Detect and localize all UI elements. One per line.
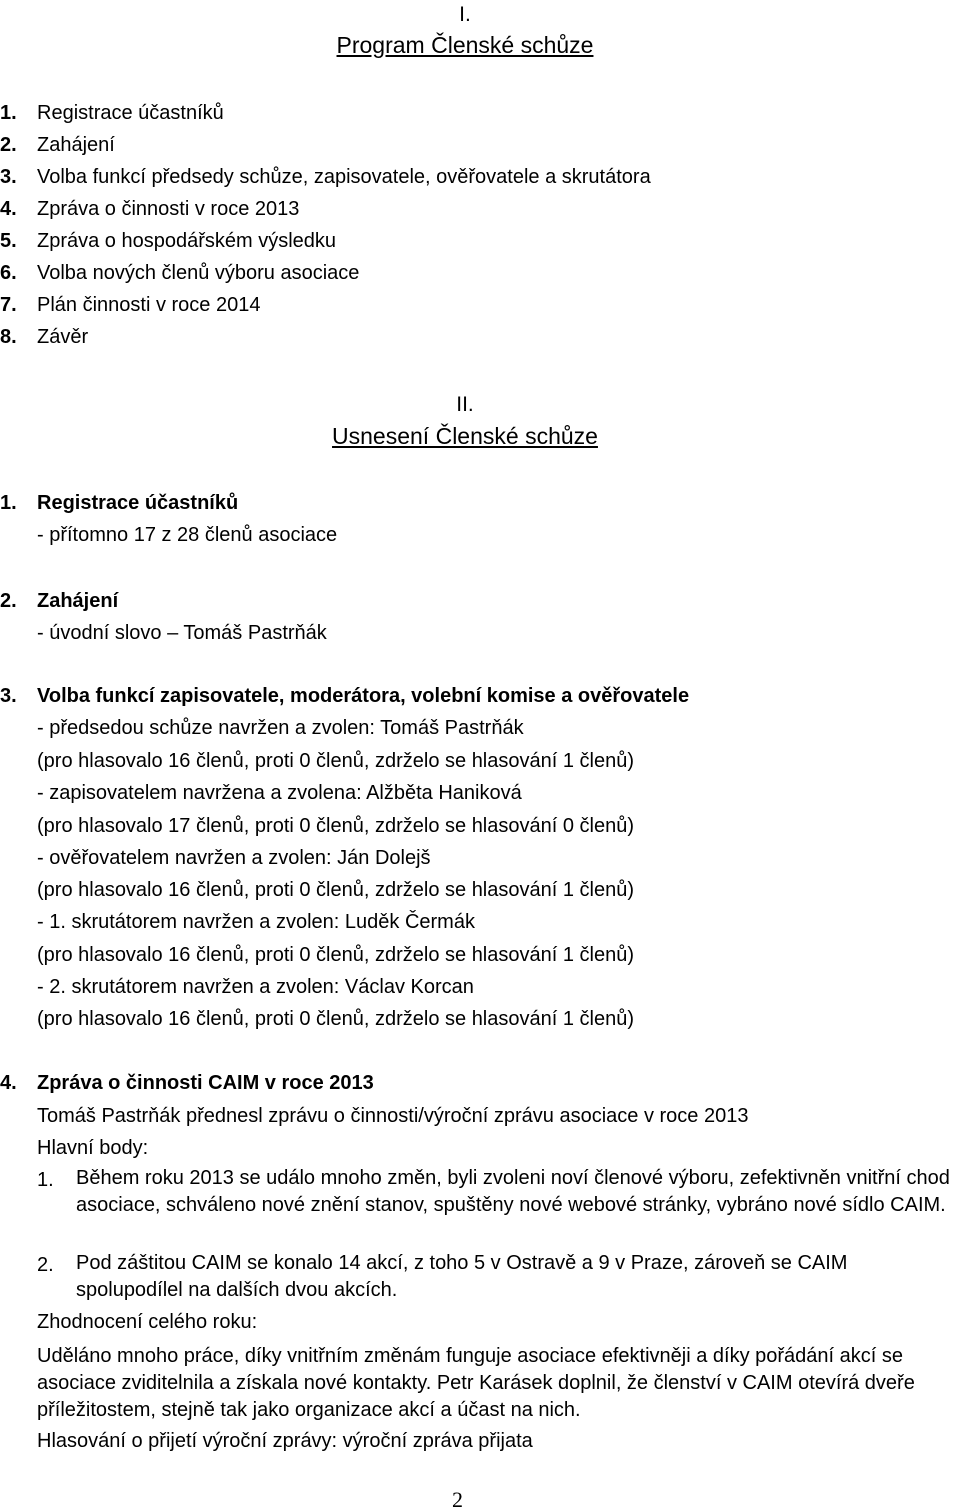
resolution-3-line: (pro hlasovalo 16 členů, proti 0 členů, zdrželo se hlasování 1 členů): [37, 1008, 635, 1030]
resolution-3-line: (pro hlasovalo 16 členů, proti 0 členů, zdrželo se hlasování 1 členů): [37, 879, 635, 901]
list-item: Plán činnosti v roce 2014: [37, 294, 261, 316]
resolution-3-num: 3.: [0, 685, 17, 707]
list-item-num: 4.: [0, 198, 17, 220]
resolution-1-num: 1.: [0, 492, 17, 514]
resolution-3-line: (pro hlasovalo 16 členů, proti 0 členů, zdrželo se hlasování 1 členů): [37, 944, 635, 966]
point-text: Pod záštitou CAIM se konalo 14 akcí, z toho 5 v Ostravě a 9 v Praze, zároveň se CAIM spolupodílel na dalších dvou akcích.: [76, 1252, 848, 1301]
resolution-4-heading: Zpráva o činnosti CAIM v roce 2013: [37, 1072, 374, 1094]
list-item: Zpráva o hospodářském výsledku: [37, 230, 337, 252]
resolution-3-heading: Volba funkcí zapisovatele, moderátora, volební komise a ověřovatele: [37, 685, 690, 707]
section2-title: Usnesení Členské schůze: [332, 423, 598, 449]
vote-result: Hlasování o přijetí výroční zprávy: výroční zpráva přijata: [37, 1430, 533, 1452]
resolution-3-line: - předsedou schůze navržen a zvolen: Tomáš Pastrňák: [37, 717, 524, 739]
evaluation-text: Uděláno mnoho práce, díky vnitřním změnám funguje asociace efektivněji a díky pořádání akcí se asociace zviditelnila a získala nové kontakty. Petr Karásek doplnil, že členství v CAIM otevírá dveře příležitostem, stejně tak jako organizace akcí a účast na nich.: [37, 1345, 915, 1421]
list-item-num: 2.: [0, 134, 17, 156]
resolution-4-num: 4.: [0, 1072, 17, 1094]
list-item: Zpráva o činnosti v roce 2013: [37, 198, 300, 220]
resolution-2-num: 2.: [0, 590, 17, 612]
list-item: Zahájení: [37, 134, 115, 156]
point-num: 2.: [37, 1254, 54, 1276]
list-item-num: 6.: [0, 262, 17, 284]
resolution-4-points-label: Hlavní body:: [37, 1137, 149, 1159]
resolution-3-line: - 2. skrutátorem navržen a zvolen: Václav Korcan: [37, 976, 474, 998]
list-item-num: 7.: [0, 294, 17, 316]
section1-title: Program Členské schůze: [336, 32, 594, 58]
list-item: Volba funkcí předsedy schůze, zapisovatele, ověřovatele a skrutátora: [37, 166, 651, 188]
list-item-num: 1.: [0, 102, 17, 124]
evaluation-label: Zhodnocení celého roku:: [37, 1311, 258, 1333]
resolution-3-line: - 1. skrutátorem navržen a zvolen: Luděk Čermák: [37, 911, 475, 933]
list-item-num: 5.: [0, 230, 17, 252]
section2-roman: II.: [456, 393, 474, 416]
resolution-3-line: - ověřovatelem navržen a zvolen: Ján Dolejš: [37, 847, 431, 869]
resolution-2-line: - úvodní slovo – Tomáš Pastrňák: [37, 622, 327, 644]
resolution-3-line: (pro hlasovalo 16 členů, proti 0 členů, zdrželo se hlasování 1 členů): [37, 750, 635, 772]
resolution-3-line: - zapisovatelem navržena a zvolena: Alžběta Haniková: [37, 782, 522, 804]
resolution-1-heading: Registrace účastníků: [37, 492, 239, 514]
resolution-1-line: - přítomno 17 z 28 členů asociace: [37, 524, 338, 546]
list-item-num: 3.: [0, 166, 17, 188]
list-item: Závěr: [37, 326, 89, 348]
list-item: Registrace účastníků: [37, 102, 224, 124]
resolution-3-line: (pro hlasovalo 17 členů, proti 0 členů, zdrželo se hlasování 0 členů): [37, 815, 635, 837]
section1-roman: I.: [459, 3, 471, 26]
point-num: 1.: [37, 1169, 54, 1191]
point-text: Během roku 2013 se událo mnoho změn, byli zvoleni noví členové výboru, zefektivněn vnitřní chod asociace, schváleno nové znění stanov, spuštěny nové webové stránky, vybráno nové sídlo CAIM.: [76, 1167, 950, 1216]
resolution-2-heading: Zahájení: [37, 590, 119, 612]
page-number: 2: [452, 1487, 463, 1512]
list-item-num: 8.: [0, 326, 17, 348]
list-item: Volba nových členů výboru asociace: [37, 262, 360, 284]
resolution-4-intro: Tomáš Pastrňák přednesl zprávu o činnosti/výroční zprávu asociace v roce 2013: [37, 1105, 749, 1127]
